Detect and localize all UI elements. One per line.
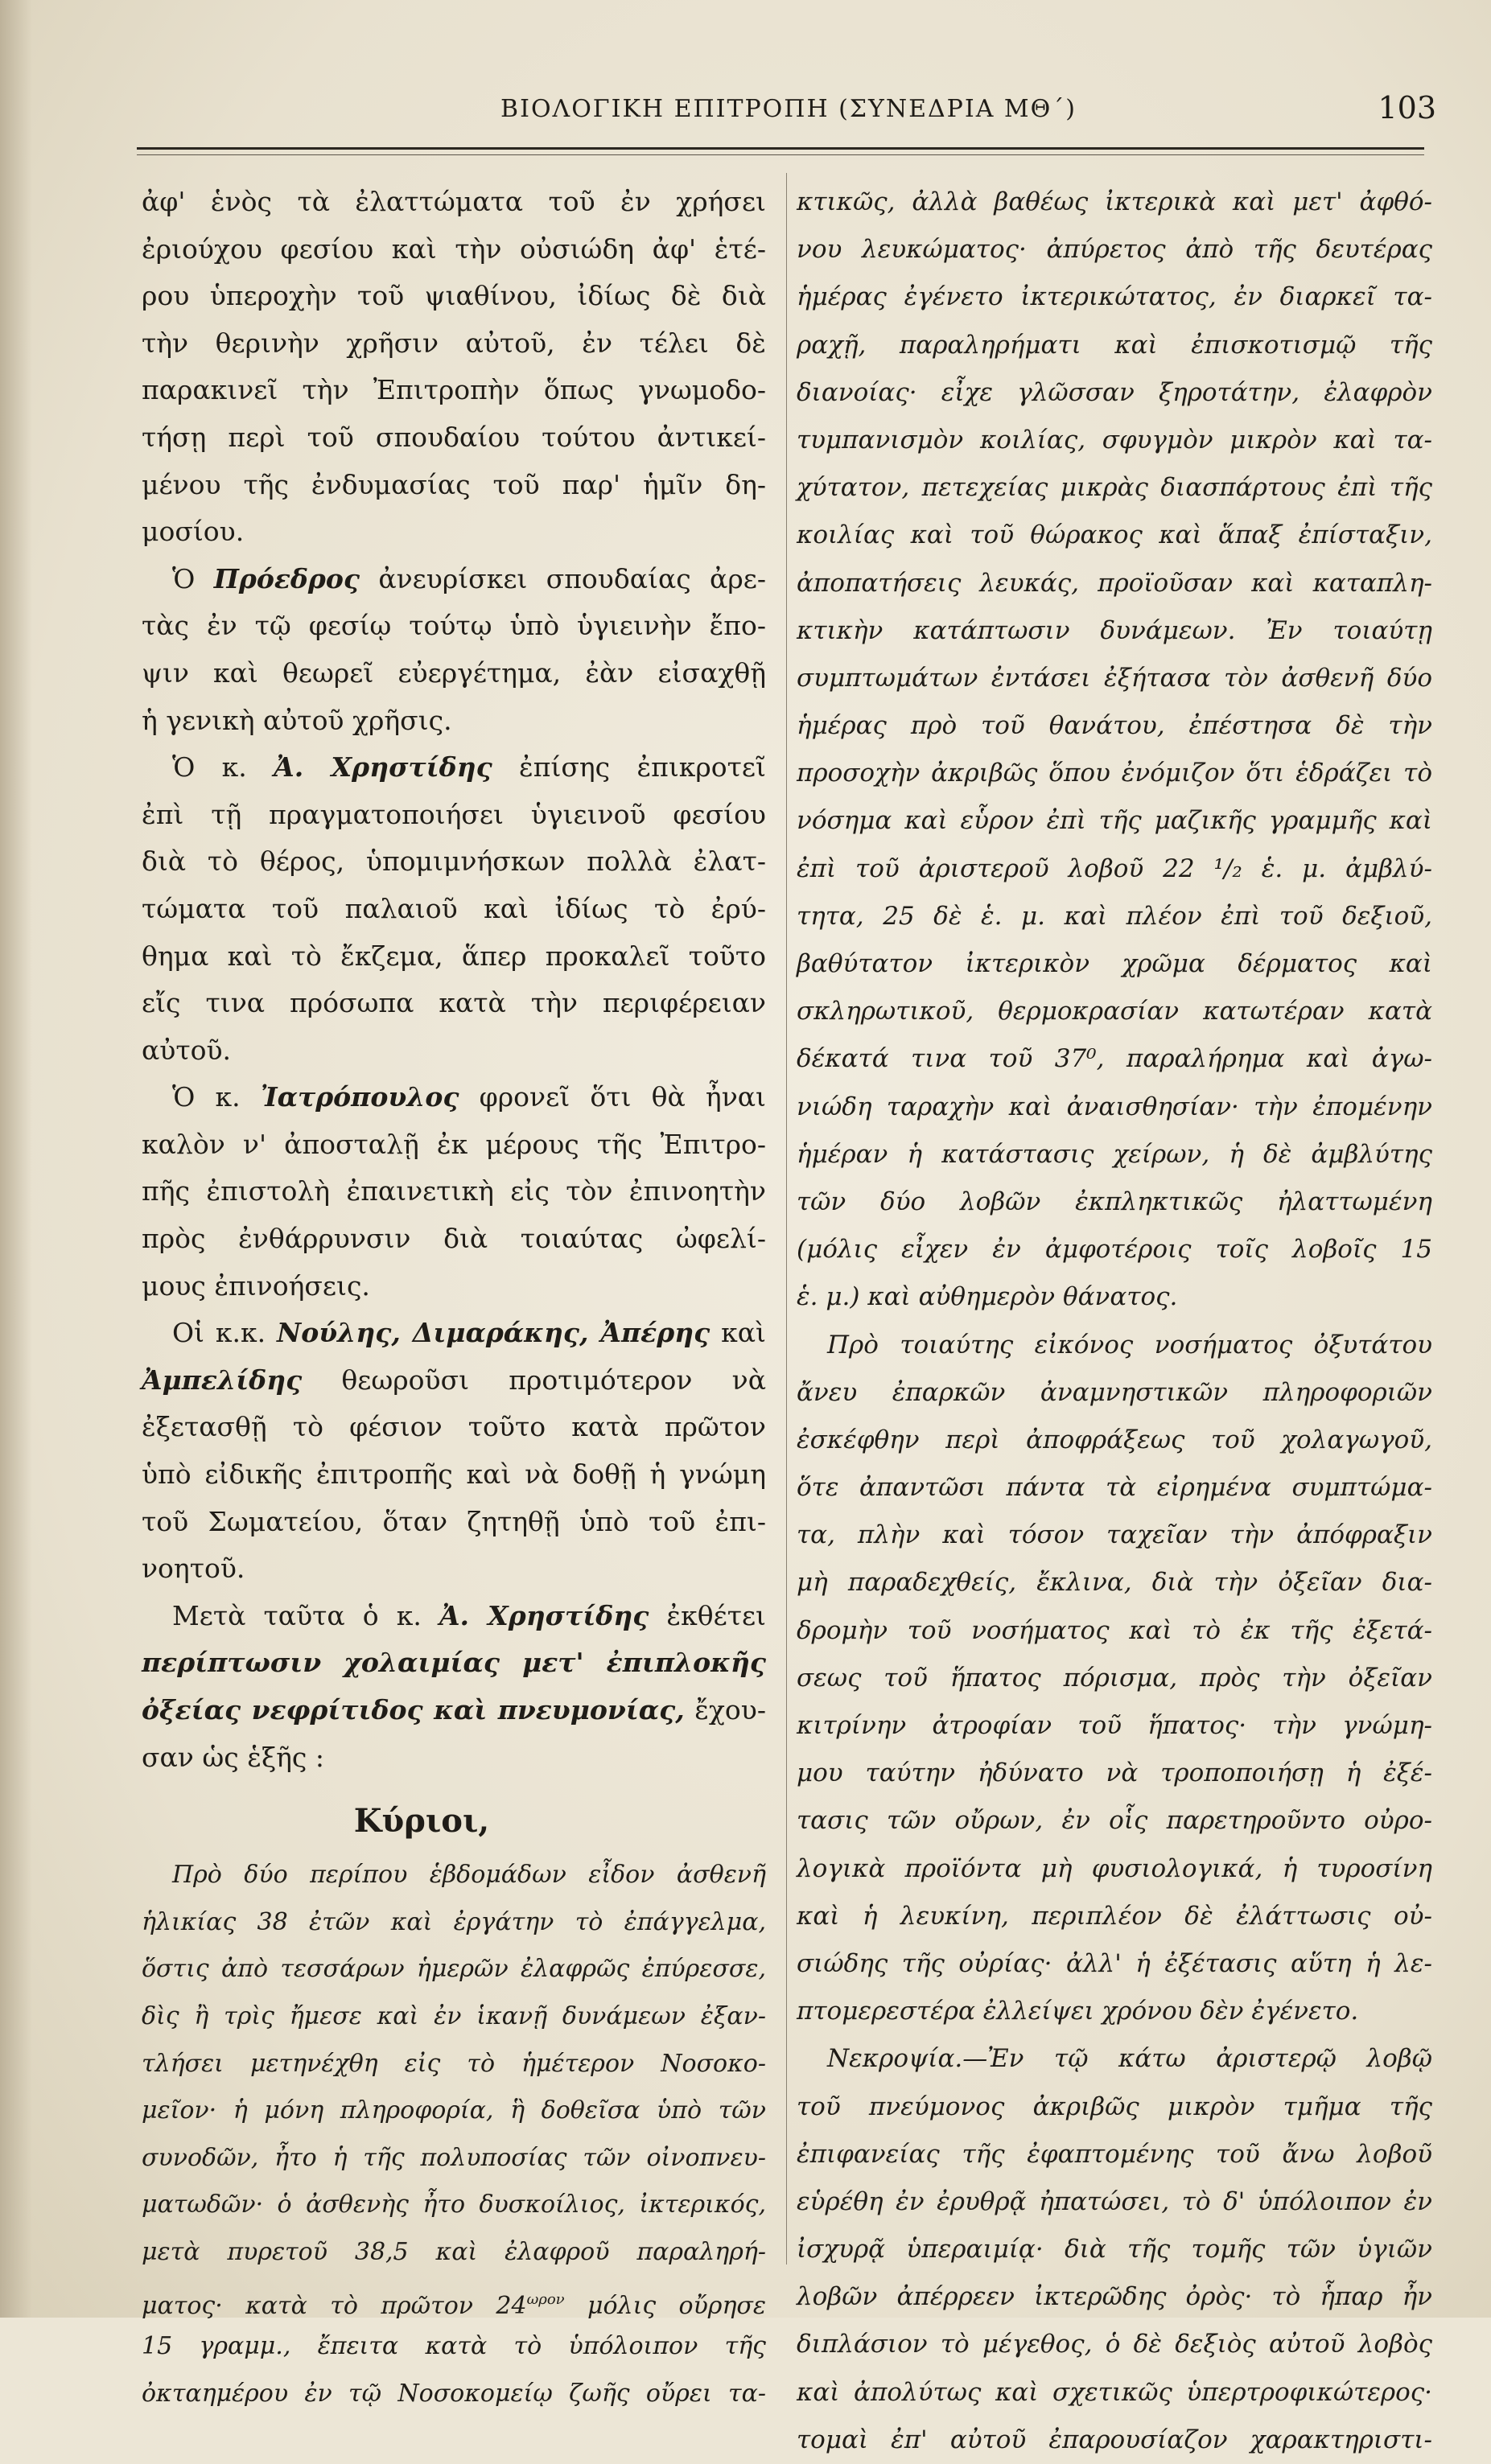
text-line: μένου τῆς ἐνδυμασίας τοῦ παρ' ἡμῖν δη- xyxy=(142,468,766,500)
text-line: ραχῇ, παραληρήματι καὶ ἐπισκοτισμῷ τῆς xyxy=(797,330,1432,360)
text-line: καὶ ἀπολύτως καὶ σχετικῶς ὑπερτροφικώτερος· xyxy=(797,2377,1432,2407)
text-line: ἡμέραν ἡ κατάστασις χείρων, ἡ δὲ ἀμβλύτης xyxy=(797,1139,1432,1169)
text-line xyxy=(142,1357,766,1405)
text-line: νιώδη ταραχὴν καὶ ἀναισθησίαν· τὴν ἐπομένην xyxy=(797,1092,1432,1121)
running-head: ΒΙΟΛΟΓΙΚΗ ΕΠΙΤΡΟΠΗ (ΣΥΝΕΔΡΙΑ ΜΘ΄) xyxy=(500,95,1077,123)
text-line: λογικὰ προϊόντα μὴ φυσιολογικά, ἡ τυροσίνη xyxy=(797,1853,1432,1883)
speaker-name: Ἀμπελίδης xyxy=(142,1364,303,1396)
text-line: σιώδης τῆς οὐρίας· ἀλλ' ἡ ἐξέτασις αὕτη ἡ λε- xyxy=(797,1948,1432,1978)
text-run: ματος· κατὰ τὸ πρῶτον 24 xyxy=(142,2291,527,2320)
text-line: μοσίου. xyxy=(142,516,245,548)
text-line: κιτρίνην ἀτροφίαν τοῦ ἥπατος· τὴν γνώμη- xyxy=(797,1711,1432,1740)
text-line: βαθύτατον ἰκτερικὸν χρῶμα δέρματος καὶ xyxy=(797,949,1432,978)
text-line: κοιλίας καὶ τοῦ θώρακος καὶ ἅπαξ ἐπίσταξιν, xyxy=(797,520,1432,550)
text-line xyxy=(142,556,766,603)
text-line: τλήσει μετηνέχθη εἰς τὸ ἡμέτερον Νοσοκο- xyxy=(142,2049,766,2078)
text-line: (μόλις εἶχεν ἐν ἀμφοτέροις τοῖς λοβοῖς 15 xyxy=(797,1235,1432,1265)
text-run: φρονεῖ ὅτι θὰ ἦναι xyxy=(459,1081,766,1113)
text-run: ἔχου- xyxy=(684,1694,767,1726)
text-line: εἴς τινα πρόσωπα κατὰ τὴν περιφέρειαν xyxy=(142,987,766,1019)
case-title: ὀξείας νεφρίτιδος καὶ πνευμονίας, xyxy=(142,1694,685,1726)
text-line: νου λευκώματος· ἀπύρετος ἀπὸ τῆς δευτέρας xyxy=(797,235,1432,265)
text-run: Οἱ κ.κ. xyxy=(172,1317,278,1349)
text-line xyxy=(142,1639,766,1687)
text-line: ματωδῶν· ὁ ἀσθενὴς ἦτο δυσκοίλιος, ἰκτερικός, xyxy=(142,2190,766,2219)
page-number: 103 xyxy=(1378,90,1436,125)
text-line: χύτατον, πετεχείας μικρὰς διασπάρτους ἐπὶ τῆς xyxy=(797,473,1432,503)
text-line: 15 γραμμ., ἔπειτα κατὰ τὸ ὑπόλοιπον τῆς xyxy=(142,2332,766,2361)
speaker-name: Ἀ. Χρηστίδης xyxy=(274,751,492,784)
speaker-name: Πρόεδρος xyxy=(213,562,360,594)
text-line: τοῦ πνεύμονος ἀκριβῶς μικρὸν τμῆμα τῆς xyxy=(797,2092,1432,2121)
text-line: τὴν θερινὴν χρῆσιν αὐτοῦ, ἐν τέλει δὲ xyxy=(142,327,766,359)
text-line: δέκατά τινα τοῦ 37⁰, παραλήρημα καὶ ἀγω- xyxy=(797,1044,1432,1074)
text-line: ἀφ' ἑνὸς τὰ ἐλαττώματα τοῦ ἐν χρήσει xyxy=(142,186,766,217)
speaker-name: Ἀ. Χρηστίδης xyxy=(439,1599,649,1631)
text-line: ὑπὸ εἰδικῆς ἐπιτροπῆς καὶ νὰ δοθῇ ἡ γνώμη xyxy=(142,1458,766,1491)
paragraph-2 xyxy=(142,556,766,744)
text-line: τα, πλὴν καὶ τόσον ταχεῖαν τὴν ἀπόφραξιν xyxy=(797,1520,1432,1550)
text-line: πῆς ἐπιστολὴ ἐπαινετικὴ εἰς τὸν ἐπινοητὴν xyxy=(142,1175,766,1207)
speaker-names: Νούλης, Διμαράκης, Ἀπέρης xyxy=(277,1317,710,1349)
text-run: θεωροῦσι προτιμότερον νὰ xyxy=(302,1364,766,1396)
text-run: Ὁ xyxy=(172,562,214,594)
text-line: τὰς ἐν τῷ φεσίῳ τούτῳ ὑπὸ ὑγιεινὴν ἔπο- xyxy=(142,610,766,642)
text-run: ἀνευρίσκει σπουδαίας ἀρε- xyxy=(359,562,766,594)
text-run: μόλις οὔρησε xyxy=(564,2291,766,2320)
text-line: κτικὴν κατάπτωσιν δυνάμεων. Ἐν τοιαύτῃ xyxy=(797,615,1432,645)
text-line: τοῦ Σωματείου, ὅταν ζητηθῇ ὑπὸ τοῦ ἐπι- xyxy=(142,1505,766,1537)
text-line: ρου ὑπεροχὴν τοῦ ψιαθίνου, ἰδίως δὲ διὰ xyxy=(142,280,766,312)
text-line: Πρὸ τοιαύτης εἰκόνος νοσήματος ὀξυτάτου xyxy=(827,1330,1432,1360)
text-line: σαν ὡς ἑξῆς : xyxy=(142,1741,324,1773)
text-run: ἑ. μ. ἀμβλύ- xyxy=(1242,854,1432,883)
text-line: τασις τῶν οὔρων, ἐν οἷς παρετηροῦντο οὐρο- xyxy=(797,1806,1432,1836)
text-line: ἀποπατήσεις λευκάς, προϊοῦσαν καὶ καταπλη- xyxy=(797,568,1432,598)
text-line: νόσημα καὶ εὗρον ἐπὶ τῆς μαζικῆς γραμμῆς καὶ xyxy=(797,806,1432,836)
text-line: προσοχὴν ἀκριβῶς ὅπου ἐνόμιζον ὅτι ἑδράζει τὸ xyxy=(797,759,1432,788)
text-line xyxy=(797,2035,1432,2083)
text-line: ἡ γενικὴ αὐτοῦ χρῆσις. xyxy=(142,704,452,736)
text-line: τητα, 25 δὲ ἑ. μ. καὶ πλέον ἐπὶ τοῦ δεξιοῦ, xyxy=(797,901,1432,931)
text-line: τήσῃ περὶ τοῦ σπουδαίου τούτου ἀντικεί- xyxy=(142,421,766,453)
superscript: ωρον xyxy=(526,2290,565,2308)
case-report xyxy=(142,1852,766,2417)
paragraph-5 xyxy=(142,1310,766,1593)
text-line: τῶν δύο λοβῶν ἐκπληκτικῶς ἠλαττωμένη xyxy=(797,1187,1432,1216)
text-run: ἐπὶ τοῦ ἀριστεροῦ λοβοῦ 22 xyxy=(797,854,1214,883)
text-line: ἐσκέφθην περὶ ἀποφράξεως τοῦ χολαγωγοῦ, xyxy=(797,1425,1432,1454)
text-line: Πρὸ δύο περίπου ἑβδομάδων εἶδον ἀσθενῆ xyxy=(172,1861,766,1890)
text-run: —Ἐν τῷ κάτω ἀριστερῷ λοβῷ xyxy=(962,2044,1432,2074)
text-line: μους ἐπινοήσεις. xyxy=(142,1269,370,1302)
text-line: ἰσχυρᾷ ὑπεραιμίᾳ· διὰ τῆς τομῆς τῶν ὑγιῶν xyxy=(797,2235,1432,2264)
text-line: πρὸς ἐνθάρρυνσιν διὰ τοιαύτας ὠφελί- xyxy=(142,1223,766,1255)
right-column xyxy=(797,179,1432,2464)
text-line: συνοδῶν, ἦτο ἡ τῆς πολυποσίας τῶν οἰνοπνευ- xyxy=(142,2143,766,2172)
gutter-shadow xyxy=(0,0,32,2318)
text-run: ἐκθέτει xyxy=(649,1599,766,1631)
text-line: ὅστις ἀπὸ τεσσάρων ἡμερῶν ἐλαφρῶς ἐπύρεσσε, xyxy=(142,1955,766,1984)
text-line xyxy=(142,744,766,792)
text-line: ἑ. μ.) καὶ αὐθημερὸν θάνατος. xyxy=(797,1282,1178,1312)
text-line: αὐτοῦ. xyxy=(142,1034,232,1066)
text-run: Ὁ κ. xyxy=(172,751,274,784)
paragraph-1 xyxy=(142,179,766,556)
text-line: ψιν καὶ θεωρεῖ εὐεργέτημα, ἐὰν εἰσαχθῇ xyxy=(142,656,766,689)
text-line: διανοίας· εἶχε γλῶσσαν ξηροτάτην, ἐλαφρὸν xyxy=(797,377,1432,407)
text-line: θημα καὶ τὸ ἔκζεμα, ἅπερ προκαλεῖ τοῦτο xyxy=(142,940,766,972)
text-line: διπλάσιον τὸ μέγεθος, ὁ δὲ δεξιὸς αὐτοῦ λοβὸς xyxy=(797,2330,1432,2359)
text-line: δὶς ἢ τρὶς ἤμεσε καὶ ἐν ἱκανῇ δυνάμεων ἐξαν- xyxy=(142,2001,766,2030)
text-line: ἐξετασθῇ τὸ φέσιον τοῦτο κατὰ πρῶτον xyxy=(142,1411,766,1443)
text-line: κτικῶς, ἀλλὰ βαθέως ἰκτερικὰ καὶ μετ' ἀφθό- xyxy=(797,187,1432,216)
text-line: μεῖον· ἡ μόνη πληροφορία, ἣ δοθεῖσα ὑπὸ τῶν xyxy=(142,2096,766,2125)
text-line: ἄνευ ἐπαρκῶν ἀναμνηστικῶν πληροφοριῶν xyxy=(797,1377,1432,1407)
header-rule xyxy=(137,147,1424,150)
text-line: καὶ ἡ λευκίνη, περιπλέον δὲ ἐλάττωσις οὐ- xyxy=(797,1901,1432,1931)
left-column xyxy=(142,179,766,2417)
column-divider xyxy=(786,173,787,2264)
text-line xyxy=(142,1687,766,1734)
text-line: ὅτε ἀπαντῶσι πάντα τὰ εἰρημένα συμπτώμα- xyxy=(797,1473,1432,1503)
text-line xyxy=(142,1074,766,1121)
text-line: λοβῶν ἀπέρρεεν ἰκτερῶδης ὀρὸς· τὸ ἧπαρ ἦν xyxy=(797,2282,1432,2312)
text-line xyxy=(797,845,1432,893)
text-line xyxy=(142,2277,766,2324)
salutation-heading: Κύριοι, xyxy=(353,1802,490,1841)
text-line: σεως τοῦ ἥπατος πόρισμα, πρὸς τὴν ὀξεῖαν xyxy=(797,1663,1432,1693)
text-line: συμπτωμάτων ἐντάσει ἐξήτασα τὸν ἀσθενῆ δύο xyxy=(797,663,1432,693)
text-line: εὑρέθη ἐν ἐρυθρᾷ ἠπατώσει, τὸ δ' ὑπόλοιπον ἐν xyxy=(797,2186,1432,2216)
case-title: περίπτωσιν χολαιμίας μετ' ἐπιπλοκῆς xyxy=(142,1647,766,1679)
diagnosis-paragraph xyxy=(797,1322,1432,2036)
text-line: σκληρωτικοῦ, θερμοκρασίαν κατωτέραν κατὰ xyxy=(797,997,1432,1026)
necropsy-paragraph xyxy=(797,2035,1432,2464)
text-line: ἡμέρας πρὸ τοῦ θανάτου, ἐπέστησα δὲ τὴν xyxy=(797,711,1432,741)
text-line xyxy=(142,1310,766,1357)
text-line xyxy=(142,1593,766,1640)
text-run: Ὁ κ. xyxy=(172,1081,261,1113)
text-line: τώματα τοῦ παλαιοῦ καὶ ἰδίως τὸ ἐρύ- xyxy=(142,892,766,924)
text-line: διὰ τὸ θέρος, ὑπομιμνήσκων πολλὰ ἐλατ- xyxy=(142,845,766,878)
text-line: νοητοῦ. xyxy=(142,1553,245,1585)
header-rule-thin xyxy=(137,154,1424,155)
text-run: Μετὰ ταῦτα ὁ κ. xyxy=(172,1599,439,1631)
text-line: ἡμέρας ἐγένετο ἰκτερικώτατος, ἐν διαρκεῖ τα- xyxy=(797,282,1432,312)
section-label: Νεκροψία. xyxy=(827,2044,963,2074)
paragraph-4 xyxy=(142,1074,766,1310)
text-line: καλὸν ν' ἀποσταλῇ ἐκ μέρους τῆς Ἐπιτρο- xyxy=(142,1128,766,1160)
text-line: μετὰ πυρετοῦ 38,5 καὶ ἐλαφροῦ παραληρή- xyxy=(142,2237,766,2266)
text-line: μὴ παραδεχθείς, ἔκλινα, διὰ τὴν ὀξεῖαν δια- xyxy=(797,1568,1432,1598)
text-line: τομαὶ ἐπ' αὐτοῦ ἐπαρουσίαζον χαρακτηριστι- xyxy=(797,2425,1432,2454)
paragraph-3 xyxy=(142,744,766,1074)
text-line: τυμπανισμὸν κοιλίας, σφυγμὸν μικρὸν καὶ τα- xyxy=(797,425,1432,455)
text-line: ἐπιφανείας τῆς ἐφαπτομένης τοῦ ἄνω λοβοῦ xyxy=(797,2139,1432,2169)
text-line: ὀκταημέρου ἐν τῷ Νοσοκομείῳ ζωῆς οὔρει τα- xyxy=(142,2379,766,2408)
text-line: ἐπὶ τῇ πραγματοποιήσει ὑγιεινοῦ φεσίου xyxy=(142,798,766,830)
text-line: παρακινεῖ τὴν Ἐπιτροπὴν ὅπως γνωμοδο- xyxy=(142,374,766,406)
text-run: ἐπίσης ἐπικροτεῖ xyxy=(492,751,766,784)
text-line: ἡλικίας 38 ἐτῶν καὶ ἐργάτην τὸ ἐπάγγελμα, xyxy=(142,1907,766,1936)
paragraph-6 xyxy=(142,1593,766,1781)
text-line: ἐριούχου φεσίου καὶ τὴν οὐσιώδη ἀφ' ἑτέ- xyxy=(142,232,766,265)
clinical-description xyxy=(797,179,1432,1322)
text-line: μου ταύτην ἠδύνατο νὰ τροποποιήσῃ ἡ ἐξέ- xyxy=(797,1759,1432,1788)
speaker-name: Ἰατρόπουλος xyxy=(260,1081,459,1113)
text-line: πτομερεστέρα ἐλλείψει χρόνου δὲν ἐγένετο. xyxy=(797,1997,1359,2026)
text-run: καὶ xyxy=(710,1317,767,1349)
fraction: ¹/₂ xyxy=(1213,854,1242,883)
text-line: δρομὴν τοῦ νοσήματος καὶ τὸ ἐκ τῆς ἐξετά- xyxy=(797,1615,1432,1645)
